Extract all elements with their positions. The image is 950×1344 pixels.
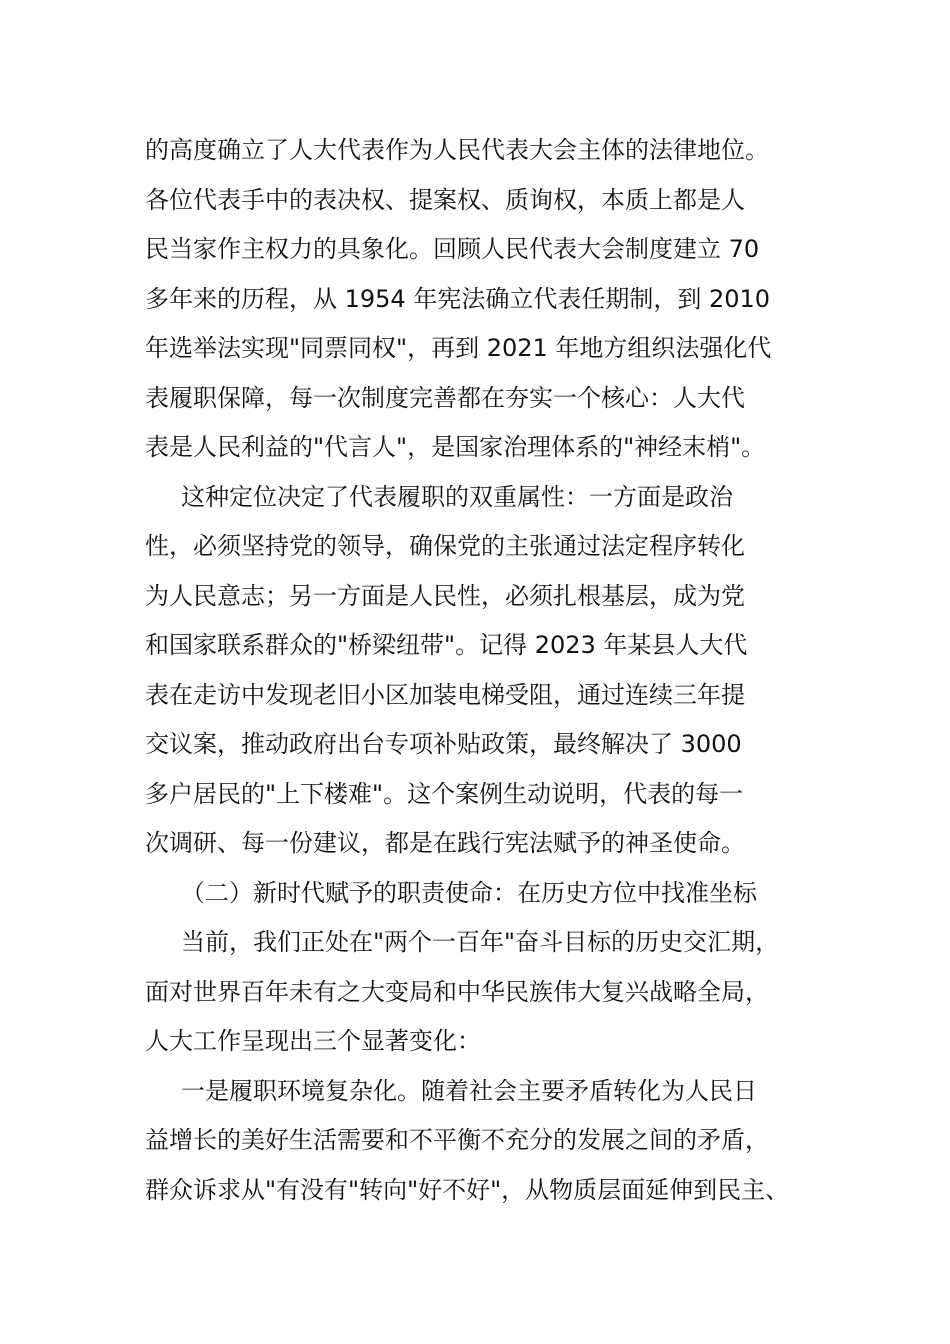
- text-line: 为人民意志；另一方面是人民性，必须扎根基层，成为党: [145, 581, 745, 610]
- text-line: 表在走访中发现老旧小区加装电梯受阻，通过连续三年提: [145, 680, 745, 709]
- text-line: 多户居民的"上下楼难"。这个案例生动说明，代表的每一: [145, 779, 744, 808]
- text-line: 年选举法实现"同票同权"，再到 2021 年地方组织法强化代: [145, 334, 772, 362]
- text-line: 面对世界百年未有之大变局和中华民族伟大复兴战略全局，: [145, 977, 769, 1006]
- body-text: [145, 126, 835, 1215]
- text-line: 表履职保障，每一次制度完善都在夯实一个核心：人大代: [145, 383, 745, 412]
- text-line: 的高度确立了人大代表作为人民代表大会主体的法律地位。: [145, 136, 769, 164]
- section-heading: （二）新时代赋予的职责使命：在历史方位中找准坐标: [181, 878, 757, 907]
- paragraph-start-line: 这种定位决定了代表履职的双重属性：一方面是政治: [181, 482, 733, 511]
- paragraph-start-line: 一是履职环境复杂化。随着社会主要矛盾转化为人民日: [181, 1076, 757, 1105]
- text-line: 和国家联系群众的"桥梁纽带"。记得 2023 年某县人大代: [145, 631, 748, 659]
- text-line: 群众诉求从"有没有"转向"好不好"，从物质层面延伸到民主、: [145, 1175, 790, 1204]
- text-line: 次调研、每一份建议，都是在践行宪法赋予的神圣使命。: [145, 829, 745, 857]
- text-line: 益增长的美好生活需要和不平衡不充分的发展之间的矛盾，: [145, 1126, 769, 1154]
- text-line: 性，必须坚持党的领导，确保党的主张通过法定程序转化: [145, 532, 745, 560]
- text-line: 各位代表手中的表决权、提案权、质询权，本质上都是人: [145, 185, 745, 214]
- paragraph-start-line: 当前，我们正处在"两个一百年"奋斗目标的历史交汇期，: [181, 928, 780, 956]
- text-line: 多年来的历程，从 1954 年宪法确立代表任期制，到 2010: [145, 284, 771, 313]
- text-line: 人大工作呈现出三个显著变化：: [145, 1027, 481, 1055]
- text-line: 交议案，推动政府出台专项补贴政策，最终解决了 3000: [145, 730, 742, 758]
- text-line: 表是人民利益的"代言人"，是国家治理体系的"神经末梢"。: [145, 433, 766, 461]
- text-line: 民当家作主权力的具象化。回顾人民代表大会制度建立 70: [145, 235, 760, 263]
